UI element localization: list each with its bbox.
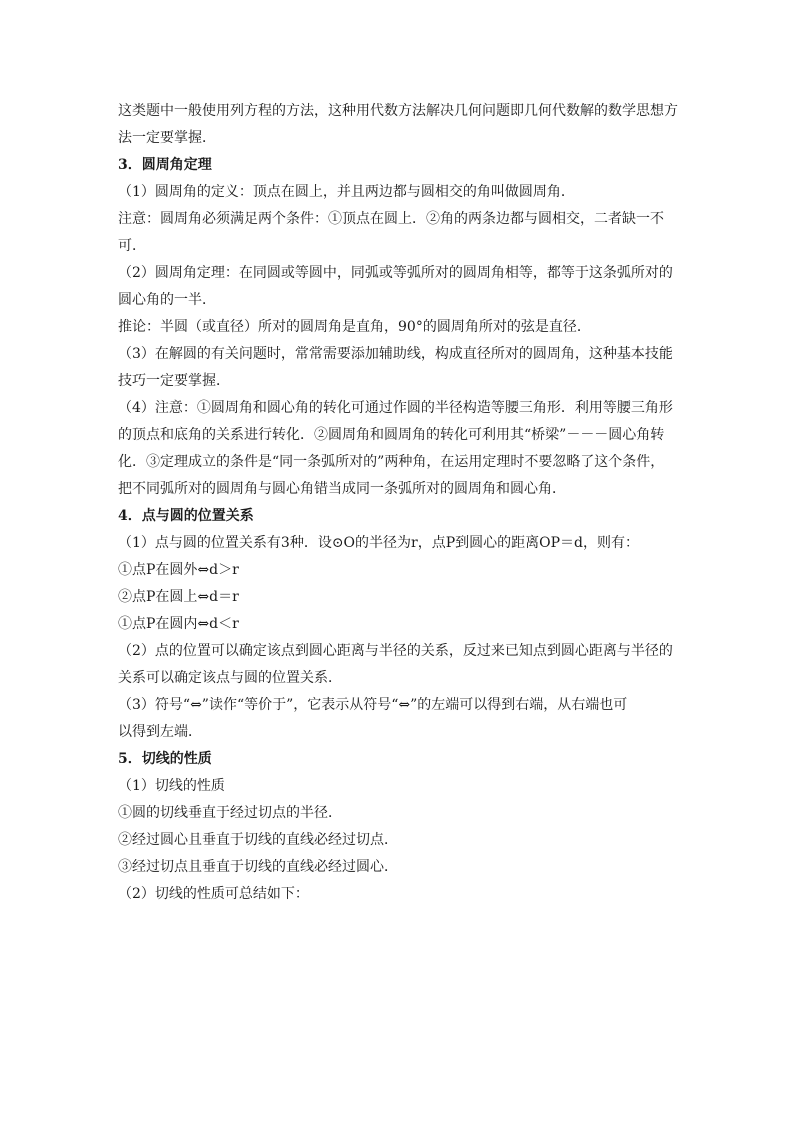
text-line: ①点P在圆外⇔d＞r <box>118 562 239 578</box>
text-line: （2）圆周角定理：在同圆或等圆中，同弧或等弧所对的圆周角相等，都等于这条弧所对的 <box>118 265 673 281</box>
section-heading-point-circle-position: 4．点与圆的位置关系 <box>118 508 254 524</box>
text-line: ①点P在圆内⇔d＜r <box>118 616 239 632</box>
text-line: 的顶点和底角的关系进行转化．②圆周角和圆周角的转化可利用其“桥梁”－－－圆心角转 <box>118 427 665 443</box>
text-line: ②经过圆心且垂直于切线的直线必经过切点． <box>118 832 398 848</box>
section-heading-inscribed-angle-theorem: 3．圆周角定理 <box>118 157 212 173</box>
text-line: （1）点与圆的位置关系有3种．设⊙O的半径为r，点P到圆心的距离OP＝d，则有： <box>118 535 639 551</box>
text-line: 可． <box>118 238 146 254</box>
text-line: （1）切线的性质 <box>118 778 225 794</box>
text-line: 把不同弧所对的圆周角与圆心角错当成同一条弧所对的圆周角和圆心角． <box>118 481 566 497</box>
text-line: （2）切线的性质可总结如下： <box>118 886 309 902</box>
text-line: ③经过切点且垂直于切线的直线必经过圆心． <box>118 859 398 875</box>
text-line: 技巧一定要掌握． <box>118 373 230 389</box>
text-line: 这类题中一般使用列方程的方法，这种用代数方法解决几何问题即几何代数解的数学思想方 <box>118 103 678 119</box>
text-line: （1）圆周角的定义：顶点在圆上，并且两边都与圆相交的角叫做圆周角． <box>118 184 575 200</box>
text-line: （4）注意：①圆周角和圆心角的转化可通过作圆的半径构造等腰三角形．利用等腰三角形 <box>118 400 673 416</box>
text-line: 注意：圆周角必须满足两个条件：①顶点在圆上．②角的两条边都与圆相交，二者缺一不 <box>118 211 664 227</box>
text-line: （3）在解圆的有关问题时，常常需要添加辅助线，构成直径所对的圆周角，这种基本技能 <box>118 346 673 362</box>
text-line: 关系可以确定该点与圆的位置关系． <box>118 670 342 686</box>
text-line: 推论：半圆（或直径）所对的圆周角是直角，90°的圆周角所对的弦是直径． <box>118 319 591 335</box>
section-heading-tangent-properties: 5．切线的性质 <box>118 751 212 767</box>
text-line: 法一定要掌握． <box>118 130 216 146</box>
text-line: ①圆的切线垂直于经过切点的半径． <box>118 805 342 821</box>
text-line: 以得到左端． <box>118 724 202 740</box>
text-line: 圆心角的一半． <box>118 292 216 308</box>
text-line: 化．③定理成立的条件是“同一条弧所对的”两种角，在运用定理时不要忽略了这个条件， <box>118 454 665 470</box>
text-line: （3）符号“⇔”读作“等价于”，它表示从符号“⇔”的左端可以得到右端，从右端也可 <box>118 697 628 713</box>
text-line: ②点P在圆上⇔d＝r <box>118 589 239 605</box>
text-line: （2）点的位置可以确定该点到圆心距离与半径的关系，反过来已知点到圆心距离与半径的 <box>118 643 673 659</box>
document-body <box>118 98 684 908</box>
